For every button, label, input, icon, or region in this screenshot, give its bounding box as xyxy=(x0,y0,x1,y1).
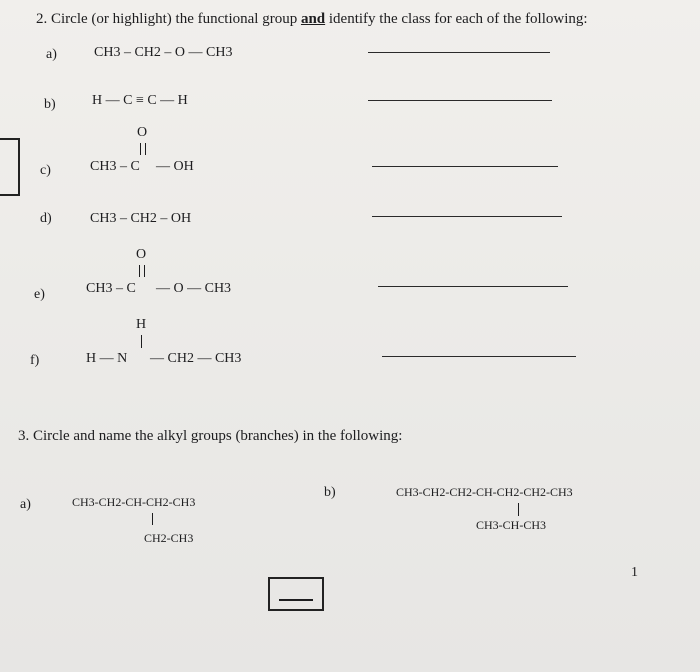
question-2-number: 2. xyxy=(36,11,48,27)
item-f-amine-hydrogen: H xyxy=(136,317,147,332)
item-b-formula: H — C ≡ C — H xyxy=(92,93,188,108)
question-2-heading xyxy=(36,12,588,27)
item-d-formula: CH3 – CH2 – OH xyxy=(90,211,192,226)
question-3-number: 3. xyxy=(18,428,30,444)
item-e-right-group: — O — CH3 xyxy=(156,281,232,296)
item-c-right-group: — OH xyxy=(156,159,194,174)
answer-box[interactable] xyxy=(268,577,324,611)
q3-item-a-branch: CH2-CH3 xyxy=(144,531,194,545)
q3-item-b-main-chain: CH3-CH2-CH2-CH-CH2-CH2-CH3 xyxy=(396,485,573,499)
item-d-answer-line[interactable] xyxy=(372,216,562,217)
item-f-right-group: — CH2 — CH3 xyxy=(150,351,242,366)
item-e-double-bond-right xyxy=(144,265,145,277)
question-2-text-post: identify the class for each of the following: xyxy=(328,11,588,27)
item-a-label: a) xyxy=(46,47,57,62)
q3-item-b-branch-bond xyxy=(518,503,519,516)
question-2-emphasis: and xyxy=(300,11,326,27)
question-2-text-pre: Circle (or highlight) the functional group xyxy=(51,11,298,27)
page-number: 1 xyxy=(631,565,638,580)
item-e-carbonyl-oxygen: O xyxy=(136,247,147,262)
item-a-answer-line[interactable] xyxy=(368,52,550,53)
item-e-left-group: CH3 – C xyxy=(86,281,136,296)
question-3-heading xyxy=(18,429,402,444)
item-b-label: b) xyxy=(44,97,56,112)
item-c-left-group: CH3 – C xyxy=(90,159,140,174)
item-c-label: c) xyxy=(40,163,51,178)
item-f-label: f) xyxy=(30,353,40,368)
item-c-answer-line[interactable] xyxy=(372,166,558,167)
margin-box-mark xyxy=(0,138,20,196)
item-e-answer-line[interactable] xyxy=(378,286,568,287)
item-d-label: d) xyxy=(40,211,52,226)
q3-item-b-label: b) xyxy=(324,485,336,500)
answer-box-underline xyxy=(279,599,313,601)
item-a-formula: CH3 – CH2 – O — CH3 xyxy=(94,45,233,60)
item-b-answer-line[interactable] xyxy=(368,100,552,101)
question-3-text: Circle and name the alkyl groups (branches) in the following: xyxy=(33,428,403,444)
q3-item-b-branch: CH3-CH-CH3 xyxy=(476,518,547,532)
item-c-double-bond-right xyxy=(145,143,146,155)
q3-item-a-label: a) xyxy=(20,497,31,512)
item-f-nh-bond xyxy=(141,335,142,348)
item-e-double-bond-left xyxy=(139,265,140,277)
q3-item-a-branch-bond xyxy=(152,513,153,525)
item-f-answer-line[interactable] xyxy=(382,356,576,357)
q3-item-a-main-chain: CH3-CH2-CH-CH2-CH3 xyxy=(72,495,196,509)
item-f-left-group: H — N xyxy=(86,351,128,366)
item-c-double-bond-left xyxy=(140,143,141,155)
item-c-carbonyl-oxygen: O xyxy=(137,125,148,140)
item-e-label: e) xyxy=(34,287,45,302)
